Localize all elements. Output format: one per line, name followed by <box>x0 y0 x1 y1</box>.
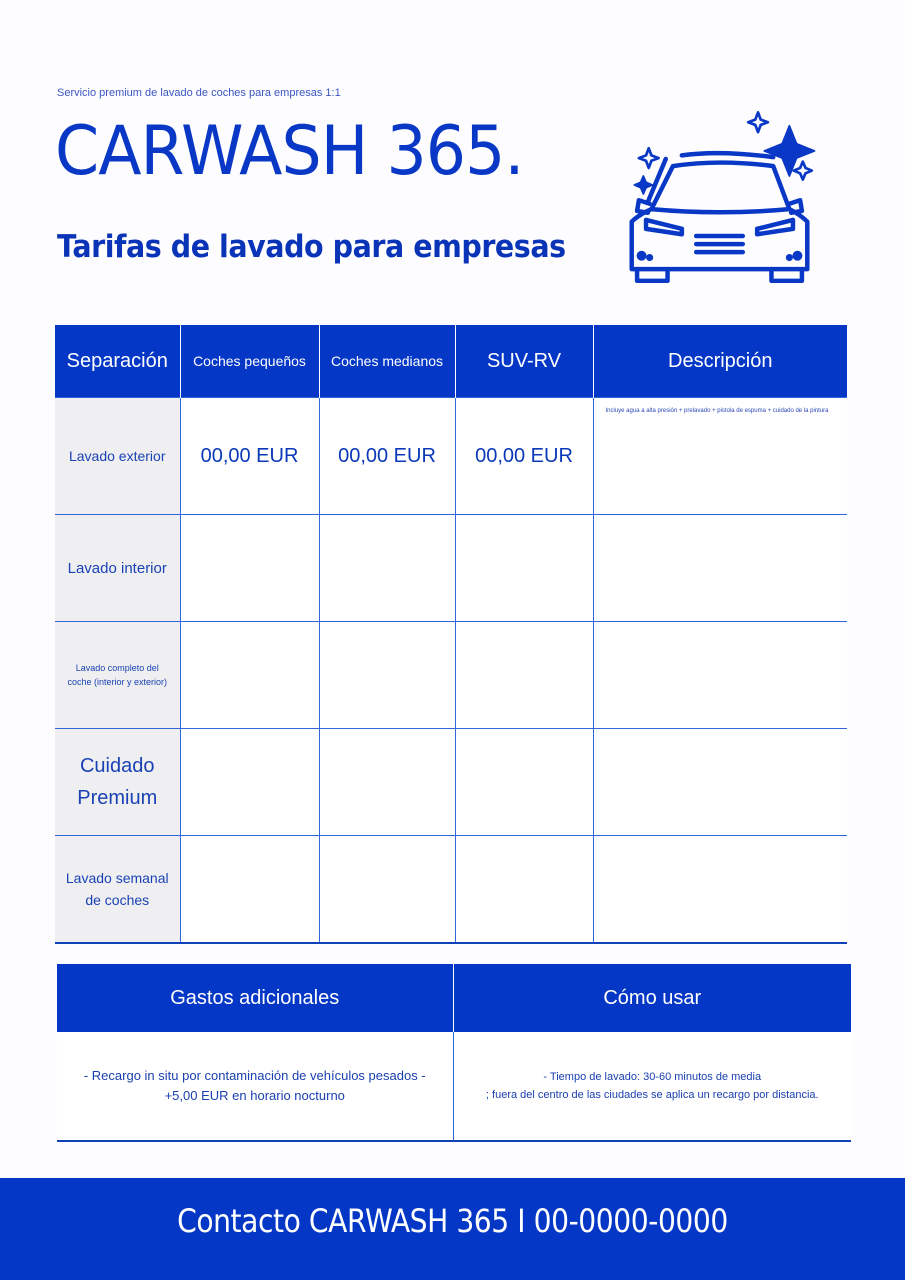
table-row <box>55 622 847 729</box>
description: Incluye agua a alta presión + prelavado + pistola de espuma + cuidado de la pintura <box>593 398 847 515</box>
extras-row <box>57 1032 851 1141</box>
extras-table <box>57 964 851 1142</box>
price-suv <box>455 729 593 836</box>
contact-text: Contacto CARWASH 365 I 00-0000-0000 <box>177 1202 728 1240</box>
tagline: Servicio premium de lavado de coches para empresas 1:1 <box>57 87 341 99</box>
table-row <box>55 515 847 622</box>
brand-title: CARWASH 365. <box>55 112 524 191</box>
price-medium <box>319 729 455 836</box>
description <box>593 729 847 836</box>
price-small <box>180 836 319 944</box>
additional-costs-text <box>57 1032 453 1141</box>
page-subtitle: Tarifas de lavado para empresas <box>57 229 566 265</box>
price-small <box>180 622 319 729</box>
price-medium <box>319 836 455 944</box>
table-row <box>55 398 847 515</box>
table-row <box>55 729 847 836</box>
additional-costs-line: +5,00 EUR en horario nocturno <box>164 1088 345 1103</box>
row-label: Cuidado Premium <box>55 729 180 836</box>
price-medium <box>319 515 455 622</box>
how-to-use-line: ; fuera del centro de las ciudades se aplica un recargo por distancia. <box>485 1089 819 1101</box>
header-how-to-use: Cómo usar <box>453 964 851 1032</box>
row-label: Lavado semanal de coches <box>55 836 180 944</box>
additional-costs-line: - Recargo in situ por contaminación de vehículos pesados - <box>83 1068 426 1083</box>
description <box>593 836 847 944</box>
price-table <box>55 325 847 944</box>
price-small <box>180 729 319 836</box>
price-suv <box>455 836 593 944</box>
price-medium: 00,00 EUR <box>319 398 455 515</box>
price-suv <box>455 622 593 729</box>
price-suv: 00,00 EUR <box>455 398 593 515</box>
header-medium-cars: Coches medianos <box>319 325 455 398</box>
price-small: 00,00 EUR <box>180 398 319 515</box>
header-suv: SUV-RV <box>455 325 593 398</box>
row-label: Lavado interior <box>55 515 180 622</box>
description <box>593 622 847 729</box>
extras-header-row <box>57 964 851 1032</box>
price-medium <box>319 622 455 729</box>
price-small <box>180 515 319 622</box>
description <box>593 515 847 622</box>
how-to-use-text <box>453 1032 851 1141</box>
header-additional-costs: Gastos adicionales <box>57 964 453 1032</box>
contact-footer <box>0 1178 905 1280</box>
header-separacion: Separación <box>55 325 180 398</box>
price-suv <box>455 515 593 622</box>
car-sparkle-icon <box>612 100 827 295</box>
table-row <box>55 836 847 944</box>
header-description: Descripción <box>593 325 847 398</box>
row-label: Lavado exterior <box>55 398 180 515</box>
table-header-row <box>55 325 847 398</box>
row-label: Lavado completo del coche (interior y exterior) <box>55 622 180 729</box>
header-small-cars: Coches pequeños <box>180 325 319 398</box>
how-to-use-line: - Tiempo de lavado: 30-60 minutos de media <box>543 1071 762 1083</box>
